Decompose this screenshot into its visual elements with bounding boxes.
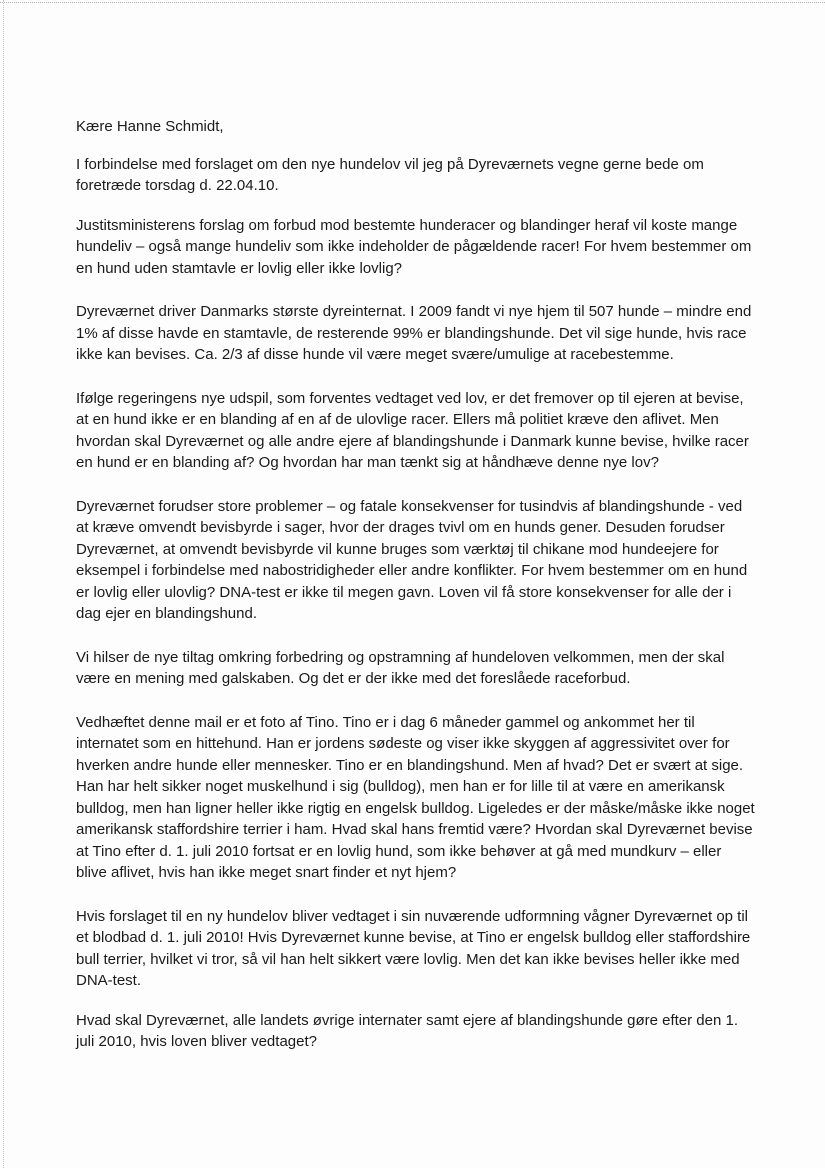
letter-body bbox=[76, 116, 756, 1075]
paragraph-proposal: Justitsministerens forslag om forbud mod bestemte hunderacer og blandinger heraf vil koste mange hundeliv – også mange hundeliv som ikke indeholder de pågældende racer! For hvem bestemmer om en hund uden stamtavle er lovlig eller ikke lovlig? bbox=[76, 216, 752, 277]
paragraph-government: Ifølge regeringens nye udspil, som forventes vedtaget ved lov, er det fremover op til ejeren at bevise, at en hund ikke er en blanding af en af de ulovlige racer. Ellers må politiet kræve den aflivet. Men hvordan skal Dyreværnet og alle andre ejere af blandingshunde i Danmark kunne bevise, hvilke racer en hund er en blanding af? Og hvordan har man tænkt sig at håndhæve denne nye lov? bbox=[76, 389, 749, 471]
paragraph-request: I forbindelse med forslaget om den nye hundelov vil jeg på Dyreværnets vegne gerne bede om foretræde torsdag d. 22.04.10. bbox=[76, 155, 704, 194]
paragraph-welcome: Vi hilser de nye tiltag omkring forbedring og opstramning af hundeloven velkommen, men der skal være en mening med galskaben. Og det er der ikke med det foreslåede raceforbud. bbox=[76, 648, 725, 687]
paragraph-problems: Dyreværnet forudser store problemer – og fatale konsekvenser for tusindvis af blandingshunde - ved at kræve omvendt bevisbyrde i sager, hvor der drages tvivl om en hunds gener. Desuden forudser Dyreværnet, at omvendt bevisbyrde vil kunne bruges som værktøj til chikane mod hundeejere for eksempel i forbindelse med nabostridigheder eller andre konflikter. For hvem bestemmer om en hund er lovlig eller ulovlig? DNA-test er ikke til megen gavn. Loven vil få store konsekvenser for alle der i dag ejer en blandingshund. bbox=[76, 497, 748, 622]
scan-edge-left bbox=[3, 0, 4, 1168]
paragraph-tino: Vedhæftet denne mail er et foto af Tino. Tino er i dag 6 måneder gammel og ankommet her til internatet som en hittehund. Han er jordens sødeste og viser ikke skyggen af aggressivitet over for hverken andre hunde eller mennesker. Tino er en blandingshund. Men af hvad? Det er svært at sige. Han har helt sikker noget muskelhund i sig (bulldog), men han er for lille til at være en amerikansk bulldog, men han ligner heller ikke rigtig en engelsk bulldog. Ligeledes er der måske/måske ikke noget amerikansk staffordshire terrier i ham. Hvad skal hans fremtid være? Hvordan skal Dyreværnet bevise at Tino efter d. 1. juli 2010 fortsat er en lovlig hund, som ikke behøver at gå med mundkurv – eller blive aflivet, hvis han ikke meget snart finder et nyt hjem? bbox=[76, 713, 755, 881]
paragraph-bloodbath: Hvis forslaget til en ny hundelov bliver vedtaget i sin nuværende udformning vågner Dyreværnet op til et blodbad d. 1. juli 2010! Hvis Dyreværnet kunne bevise, at Tino er engelsk bulldog eller staffordshire bull terrier, hvilket vi tror, så vil han helt sikkert være lovlig. Men det kan ikke bevises heller ikke med DNA-test. bbox=[76, 907, 751, 989]
paragraph-shelter: Dyreværnet driver Danmarks største dyreinternat. I 2009 fandt vi nye hjem til 507 hunde – mindre end 1% af disse havde en stamtavle, de resterende 99% er blandingshunde. Det vil sige hunde, hvis race ikke kan bevises. Ca. 2/3 af disse hunde vil være meget svære/umulige at racebestemme. bbox=[76, 303, 752, 363]
letter-greeting: Kære Hanne Schmidt, bbox=[76, 118, 224, 135]
scan-edge-top bbox=[0, 2, 825, 3]
paragraph-question: Hvad skal Dyreværnet, alle landets øvrige internater samt ejere af blandingshunde gøre efter den 1. juli 2010, hvis loven bliver vedtaget? bbox=[76, 1011, 739, 1050]
